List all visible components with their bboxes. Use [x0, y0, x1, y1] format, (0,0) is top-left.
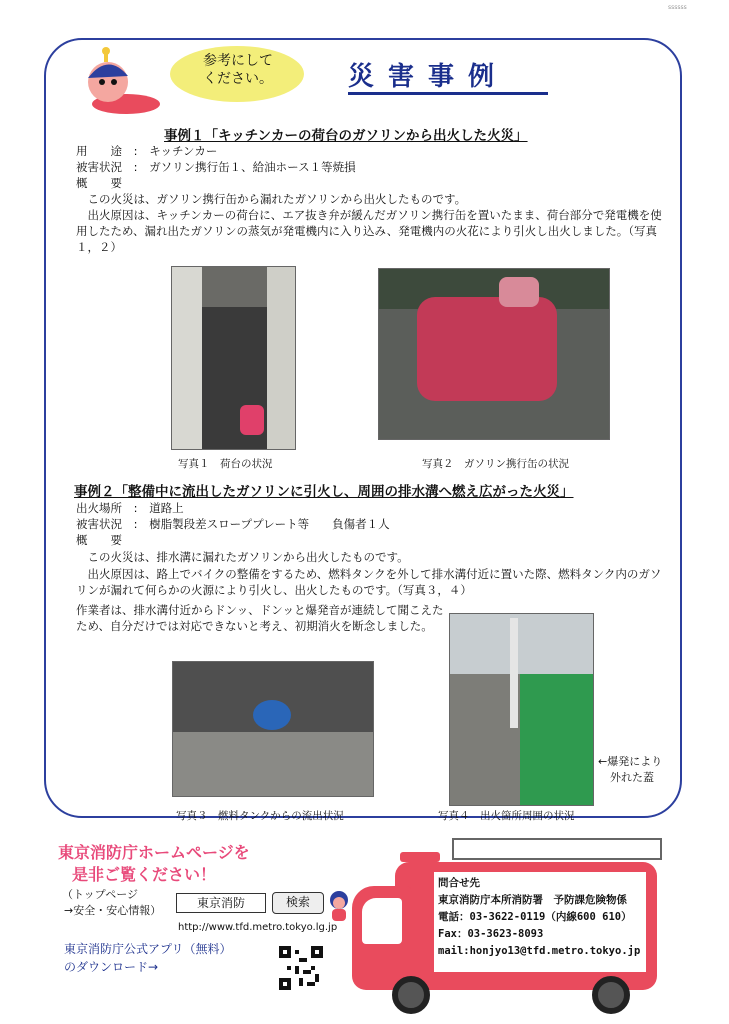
- photo-1: [171, 266, 296, 450]
- case2-paragraph-2: 出火原因は、路上でバイクの整備をするため、燃料タンクを外して排水溝付近に置いた際、燃料タンク内のガソリンが漏れて何らかの火源により引火し、出火したものです。（写真３，４）: [76, 567, 662, 597]
- case2-paragraph-3: 作業者は、排水溝付近からドンッ、ドンッと爆発音が連続して聞こえたため、自分だけでは対応できないと考え、初期消火を断念しました。: [76, 603, 444, 633]
- case1-summary-label: 概 要: [76, 176, 122, 190]
- annotation-line-1: ←爆発により: [598, 755, 663, 768]
- page-title: 災害事例: [348, 62, 509, 92]
- truck-ladder: [452, 838, 662, 860]
- case2-place-label: 出火場所: [76, 501, 122, 515]
- nav-line-2: →安全・安心情報）: [64, 904, 162, 917]
- contact-tel: 電話：03-3622-0119（内線600 610）: [438, 911, 632, 923]
- mascot-icon: [74, 46, 164, 118]
- search-button[interactable]: 検索: [272, 892, 324, 914]
- truck-window: [362, 898, 402, 944]
- colon: :: [133, 501, 138, 515]
- case2-paragraph-1: この火災は、排水溝に漏れたガソリンから出火したものです。: [87, 550, 409, 564]
- contact-title: 問合せ先: [438, 877, 480, 889]
- contact-office: 東京消防庁本所消防署 予防課危険物係: [438, 894, 627, 906]
- homepage-line-2: 是非ご覧ください！: [72, 865, 217, 884]
- contact-mail[interactable]: mail:honjyo13@tfd.metro.tokyo.jp: [438, 945, 641, 957]
- case1-paragraph-1: この火災は、ガソリン携行缶から漏れたガソリンから出火したものです。: [87, 192, 467, 206]
- case2-place-value: 道路上: [149, 501, 184, 515]
- case1-heading: 事例１「キッチンカーの荷台のガソリンから出火した火災」: [164, 128, 528, 144]
- photo-3: [172, 661, 374, 797]
- contact-fax: Fax：03-3623-8093: [438, 928, 544, 940]
- colon: :: [133, 160, 138, 174]
- case1-damage-value: ガソリン携行缶１、給油ホース１等焼損: [149, 160, 356, 174]
- photo-4-caption: 写真４ 出火箇所周囲の状況: [438, 810, 575, 822]
- nav-line-1: （トップページ: [62, 888, 139, 901]
- case1-use-value: キッチンカー: [149, 144, 218, 158]
- case1-damage-label: 被害状況: [76, 160, 122, 174]
- page-id: ssssss: [668, 4, 687, 11]
- truck-siren: [400, 852, 440, 862]
- wheel-icon: [592, 976, 630, 1014]
- search-input[interactable]: 東京消防: [176, 893, 266, 913]
- qr-code-icon[interactable]: [279, 946, 323, 990]
- case2-summary-label: 概 要: [76, 533, 122, 547]
- homepage-url[interactable]: http://www.tfd.metro.tokyo.lg.jp: [178, 922, 338, 933]
- wheel-icon: [392, 976, 430, 1014]
- title-underline: [348, 92, 548, 95]
- photo-4: [449, 613, 594, 806]
- case2-damage-label: 被害状況: [76, 517, 122, 531]
- photo-2-caption: 写真２ ガソリン携行缶の状況: [422, 458, 569, 470]
- homepage-line-1: 東京消防庁ホームページを: [58, 843, 250, 862]
- colon: :: [133, 144, 138, 158]
- colon: :: [133, 517, 138, 531]
- annotation-line-2: 外れた蓋: [610, 771, 654, 784]
- mascot-small-icon: [326, 888, 352, 922]
- app-line-2: のダウンロード→: [64, 960, 159, 974]
- bubble-line-2: ください。: [203, 71, 273, 87]
- case1-paragraph-2: 出火原因は、キッチンカーの荷台に、エア抜き弁が緩んだガソリン携行缶を置いたまま、荷台部分で発電機を使用したため、漏れ出たガソリンの蒸気が発電機内に入り込み、発電機内の火花により引火し出火しました。（写真１，２）: [76, 208, 662, 254]
- photo-3-caption: 写真３ 燃料タンクからの流出状況: [176, 810, 344, 822]
- photo-1-caption: 写真１ 荷台の状況: [178, 458, 273, 470]
- case1-use-label: 用 途: [76, 144, 122, 158]
- bubble-line-1: 参考にして: [203, 53, 273, 69]
- app-line-1: 東京消防庁公式アプリ（無料）: [64, 942, 232, 956]
- photo-2: [378, 268, 610, 440]
- case2-heading: 事例２「整備中に流出したガソリンに引火し、周囲の排水溝へ燃え広がった火災」: [74, 484, 574, 500]
- case2-damage-value: 樹脂製段差スローププレート等 負傷者１人: [149, 517, 390, 531]
